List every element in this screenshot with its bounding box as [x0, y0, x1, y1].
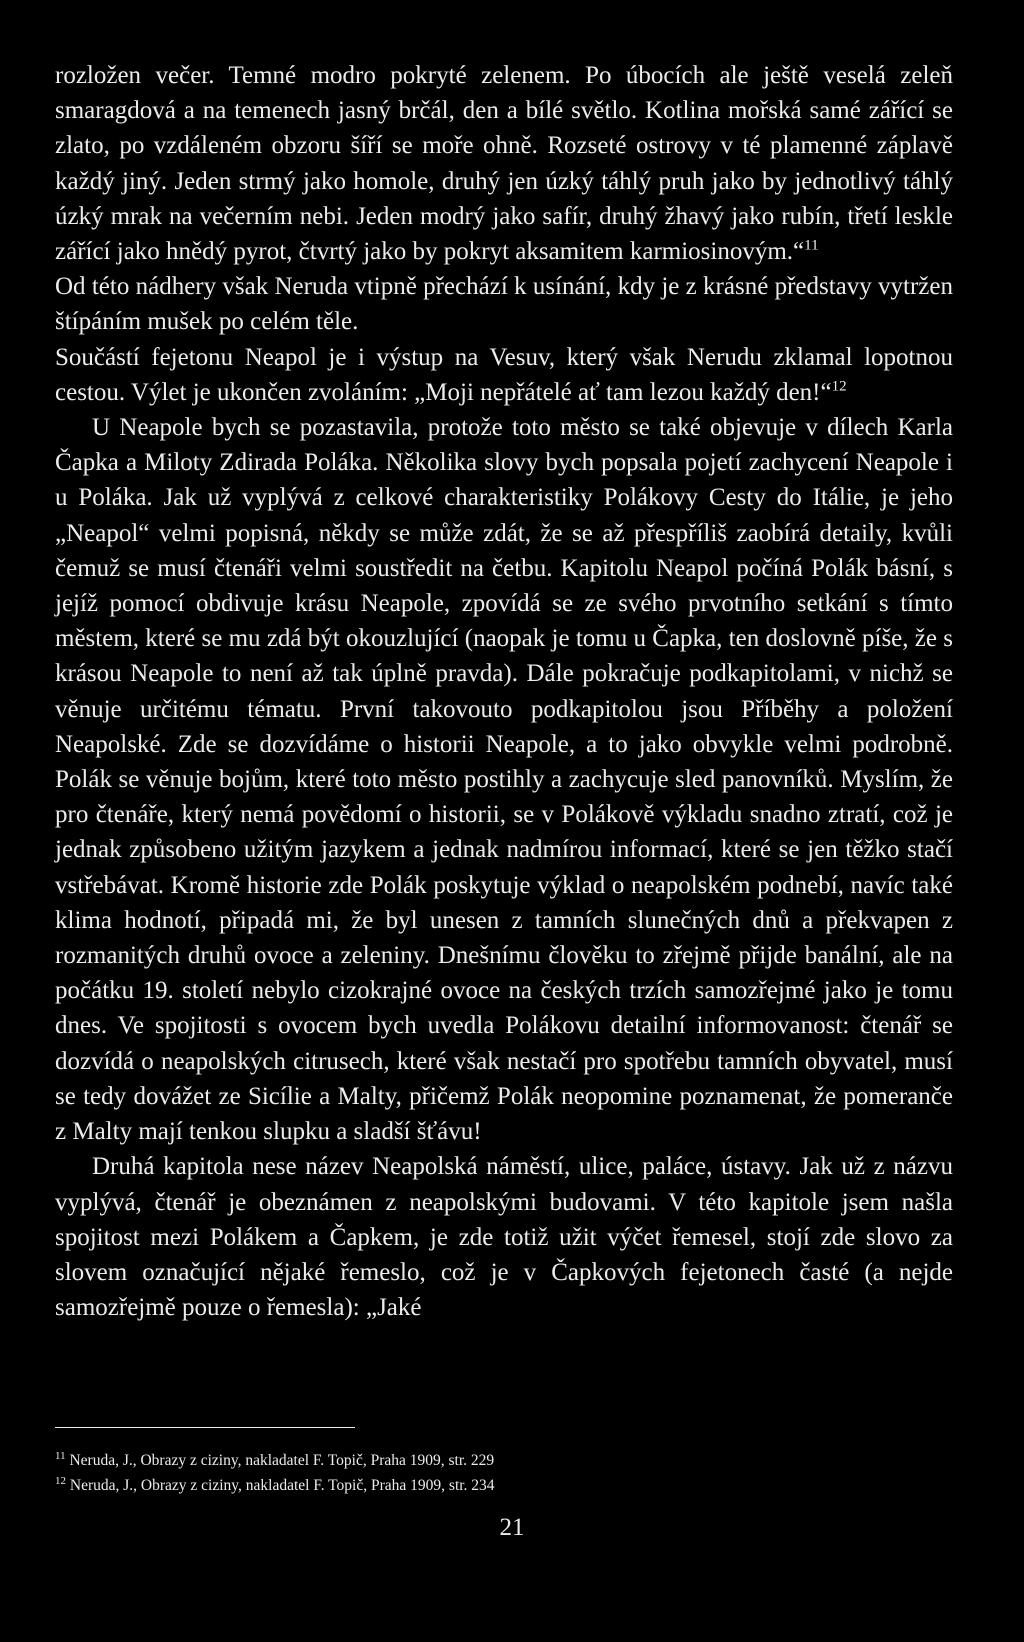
- footnote-separator: [55, 1427, 355, 1428]
- paragraph: [55, 340, 953, 410]
- paragraph-text: rozložen večer. Temné modro pokryté zelenem. Po úbocích ale ještě veselá zeleň smaragdová a na temenech jasný brčál, den a bílé světlo. Kotlina mořská samé zářící se zlato, po vzdáleném obzoru šíří se moře ohně. Rozseté ostrovy v té plamenné záplavě každý jiný. Jeden strmý jako homole, druhý jen úzký táhlý pruh jako by jednotlivý táhlý úzký mrak na večerním nebi. Jeden modrý jako safír, druhý žhavý jako rubín, třetí leskle zářící jako hnědý pyrot, čtvrtý jako by pokryt aksamitem karmiosinovým.“: [55, 62, 953, 266]
- footnote-text: Neruda, J., Obrazy z ciziny, nakladatel F. Topič, Praha 1909, str. 229: [69, 1452, 495, 1469]
- paragraph-text: Součástí fejetonu Neapol je i výstup na Vesuv, který však Nerudu zklamal lopotnou cestou. Výlet je ukončen zvoláním: „Moji nepřátelé ať tam lezou každý den!“: [55, 343, 953, 406]
- paragraph: [55, 1149, 953, 1325]
- footnote-number: 12: [55, 1474, 66, 1487]
- footnotes: [55, 1448, 953, 1498]
- footnote-reference: 11: [804, 237, 819, 254]
- paragraph: [55, 58, 953, 269]
- footnote: [55, 1448, 953, 1473]
- paragraph-text: Od této nádhery však Neruda vtipně přechází k usínání, kdy je z krásné představy vytržen štípáním mušek po celém těle.: [55, 273, 953, 336]
- body-text: [55, 58, 953, 1325]
- footnote-reference: 12: [831, 378, 847, 395]
- paragraph: [55, 269, 953, 339]
- footnote: [55, 1473, 953, 1498]
- paragraph: [55, 410, 953, 1149]
- paragraph-text: U Neapole bych se pozastavila, protože toto město se také objevuje v dílech Karla Čapka a Miloty Zdirada Poláka. Několika slovy bych popsala pojetí zachycení Neapole i u Poláka. Jak už vyplývá z celkové charakteristiky Polákovy Cesty do Itálie, je jeho „Neapol“ velmi popisná, někdy se může zdát, že se až přespříliš zaobírá detaily, kvůli čemuž se musí čtenáři velmi soustředit na četbu. Kapitolu Neapol počíná Polák básní, s jejíž pomocí obdivuje krásu Neapole, zpovídá se ze svého prvotního setkání s tímto městem, které se mu zdá být okouzlující (naopak je tomu u Čapka, ten doslovně píše, že s krásou Neapole to není až tak úplně pravda). Dále pokračuje podkapitolami, v nichž se věnuje určitému tématu. První takovouto podkapitolou jsou Příběhy a položení Neapolské. Zde se dozvídáme o historii Neapole, a to jako obvykle velmi podrobně. Polák se věnuje bojům, které toto město postihly a zachycuje sled panovníků. Myslím, že pro čtenáře, který nemá povědomí o historii, se v Polákově výkladu snadno ztratí, což je jednak způsobeno užitým jazykem a jednak nadmírou informací, které se jen těžko stačí vstřebávat. Kromě historie zde Polák poskytuje výklad o neapolském podnebí, navíc také klima hodnotí, připadá mi, že byl unesen z tamních slunečných dnů a překvapen z rozmanitých druhů ovoce a zeleniny. Dnešnímu člověku to zřejmě přijde banální, ale na počátku 19. století nebylo cizokrajné ovoce na českých trzích samozřejmé jako je tomu dnes. Ve spojitosti s ovocem bych uvedla Polákovu detailní informovanost: čtenář se dozvídá o neapolských citrusech, které však nestačí pro spotřebu tamních obyvatel, musí se tedy dovážet ze Sicílie a Malty, přičemž Polák neopomine poznamenat, že pomeranče z Malty mají tenkou slupku a sladší šťávu!: [55, 414, 953, 1146]
- page-number: 21: [499, 1514, 525, 1541]
- footnote-text: Neruda, J., Obrazy z ciziny, nakladatel F. Topič, Praha 1909, str. 234: [69, 1477, 495, 1494]
- paragraph-text: Druhá kapitola nese název Neapolská náměstí, ulice, paláce, ústavy. Jak už z názvu vyplývá, čtenář je obeznámen z neapolskými budovami. V této kapitole jsem našla spojitost mezi Polákem a Čapkem, je zde totiž užit výčet řemesel, stojí zde slovo za slovem označující nějaké řemeslo, což je v Čapkových fejetonech časté (a nejde samozřejmě pouze o řemesla): „Jaké: [55, 1153, 953, 1322]
- footnote-number: 11: [55, 1449, 66, 1462]
